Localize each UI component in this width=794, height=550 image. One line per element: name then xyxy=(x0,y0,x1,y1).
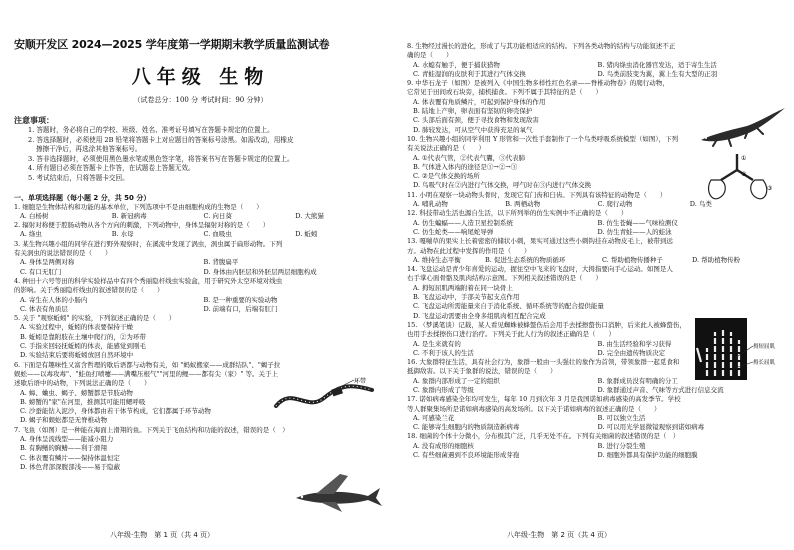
question-18: 18. 细菌的个体十分微小，分布极其广泛，几乎无处不在。下列有关细菌的叙述错误的是（ ） xyxy=(407,432,680,441)
question-8-options xyxy=(407,61,782,80)
question-15-cont: 也用手去揉擦伤口进行治疗。下列关于此人行为的叙述正确的是（ ） xyxy=(407,330,615,339)
question-2-options xyxy=(14,230,387,239)
option: A. ①代表气管，②代表气囊，③代表肺 xyxy=(413,153,526,162)
option: B. 蚯蚓是靠附肢在土壤中爬行的，②为环带 xyxy=(20,332,146,341)
exam-meta: （试卷总分：100 分 考试时间：90 分钟） xyxy=(133,96,268,104)
option: C. 象群内形成了等级 xyxy=(413,385,474,394)
question-17-cont: 等人群聚集场所是诺如病毒感染的高发场所。以下关于诺如病毒的叙述正确的是（ ） xyxy=(407,404,661,413)
question-17: 17. 诺如病毒感染全年均可发生，每年 10 月到次年 3 月是我国诺如病毒感染的高发季节。学校 xyxy=(407,395,681,404)
option: A. 水螅有触手，便于捕获猎物 xyxy=(413,60,500,69)
question-4-cont: 的影响。关于秀丽隐杆线虫的叙述错误的是（ ） xyxy=(14,286,164,295)
option: A. 实验过程中，蚯蚓的体表要保持干燥 xyxy=(20,323,133,332)
option: C. 体表覆有鳞片——保持体温恒定 xyxy=(20,453,120,462)
question-9-options xyxy=(407,98,677,135)
option: C. 沙蚕能钻入泥沙，身体都由若干体节构成，它们都属于环节动物 xyxy=(20,407,211,416)
option: A. 拇短屈肌两端附着在同一块骨上 xyxy=(413,283,513,292)
flying-fish-figure xyxy=(290,472,385,514)
option: C. ②是气体交换的场所 xyxy=(413,172,480,181)
question-1: 1. 细胞是生物体结构和功能的基本单位，下列选项中不是由细胞构成的生物是（ ） xyxy=(14,202,263,211)
option: C. 青蛙湿润的皮肤利于其进行气体交换 xyxy=(413,69,526,78)
option: D. 鸟类 xyxy=(689,200,712,209)
option: B. 进行分裂生殖 xyxy=(597,441,646,450)
question-6: 6. 下面是有趣味性又富含哲理的歇后语都与动物有关，如 "蚂蚁搬家——成群结队"、"蝎子拉 xyxy=(14,360,281,369)
option: C. 有些细菌遇到不良环境能形成芽孢 xyxy=(413,451,520,460)
option: A. 身体呈两侧对称 xyxy=(20,258,75,267)
option: A. 没有成形的细胞核 xyxy=(413,441,474,450)
question-9-cont: 它常见于田间或石块旁，捕机捕食。下列不属于其特征的是（ ） xyxy=(407,88,602,97)
svg-text:②: ② xyxy=(741,171,747,178)
option: D. 可以用光学显微镜观察到诺如病毒 xyxy=(597,423,705,432)
note-item: 5. 考试结束后，只将答题卡交回。 xyxy=(28,173,129,182)
option: A. 身体呈流线型——能减小阻力 xyxy=(20,434,114,443)
question-17-options xyxy=(407,414,782,433)
option: D. 细胞外都具有保护功能的细胞膜 xyxy=(597,451,698,460)
question-1-options xyxy=(14,212,387,221)
page-footer: 八年级·生物 第 1 页（共 4 页） xyxy=(110,531,215,539)
option: C. 有口无肛门 xyxy=(20,267,62,276)
option: B. 两栖动物 xyxy=(505,200,541,209)
question-5: 5. 关于 "观察蚯蚓" 的实验，下列叙述正确的是（ ） xyxy=(14,314,176,323)
question-16: 16. 大象群特征生活，具有社会行为，象群一般由一头强壮的象作为首领，带领象群一起觅食和 xyxy=(407,358,680,367)
option: C. 仿生蛇类——响尾蛇导弹 xyxy=(413,227,494,236)
option: D. 完全由遗传物质决定 xyxy=(597,348,666,357)
lizard-figure xyxy=(697,104,789,150)
question-3-options xyxy=(14,258,387,277)
question-2: 2. 辐射对称便于腔肠动物从各个方向的刺激，下列动物中，身体呈辐射对称的是（ ） xyxy=(14,221,270,230)
earthworm-figure xyxy=(272,376,382,416)
question-10: 10. 生物兴趣小组的同学利用 Y 形管和一次性手套制作了一个鸟类呼吸系统模型（如图），下列 xyxy=(407,134,679,143)
question-15: 15. （梦溪笔谈）记载，某人看见蜘蛛被蜂螫伤后会用手去揉擦螫伤口消肿，后来此人被蜂螫伤， xyxy=(407,320,686,329)
option: B. 水母 xyxy=(111,230,134,239)
question-7: 7. 飞鱼（如图）是一种能在海面上滑翔的鱼。下列关于飞鱼结构和功能的叙述，错误的是（ ） xyxy=(14,425,289,434)
hand-label-2: 拇长屈肌 xyxy=(753,360,776,366)
page-2 xyxy=(397,0,794,550)
respiratory-model-figure xyxy=(697,150,777,208)
option: D. 身体由内胚层和外胚层两层细胞构成 xyxy=(203,267,317,276)
option: A. 是生来就有的 xyxy=(413,339,461,348)
exam-title: 安顺开发区 2024—2025 学年度第一学期期末教学质量监测试卷 xyxy=(14,38,330,51)
option: B. 象群成员没有明确的分工 xyxy=(597,376,678,385)
note-item: 2. 答选择题时，必须使用 2B 铅笔将答题卡上对应题目的答案标号涂黑。如需改动，用橡皮 xyxy=(28,135,294,144)
option: D. 飞盘运动需要由全身多组肌肉相互配合完成 xyxy=(413,311,546,320)
hand-label-1: 拇短屈肌 xyxy=(753,344,776,350)
option: B. 气体进入体内的途径是①→②→③ xyxy=(413,162,518,171)
note-item: 1. 答题时，务必将自己的学校、班级、姓名、准考证号填写在答题卡规定的位置上。 xyxy=(28,126,274,134)
option: C. 血吸虫 xyxy=(203,230,232,239)
option: B. 螃蟹的"家"在河里，推测其可能用鳃呼吸 xyxy=(20,397,146,406)
notes-list xyxy=(14,126,387,184)
earthworm-label: 环带 xyxy=(354,378,367,385)
question-18-options xyxy=(407,442,782,461)
option: D. 肺较发达，可从空气中获得充足的氧气 xyxy=(413,125,533,134)
option: A. 哺乳动物 xyxy=(413,200,448,209)
option: C. 爬行动物 xyxy=(597,200,633,209)
page-footer: 八年级·生物 第 2 页（共 4 页） xyxy=(507,531,612,539)
question-10-options xyxy=(407,154,707,191)
option: A. 仿生蝙蝠——人造卫星控制系统 xyxy=(413,218,513,227)
option: B. 陆地上产卵，卵表面有坚韧的卵壳保护 xyxy=(413,107,533,116)
option: C. 能够寄生细胞内的物质制造新病毒 xyxy=(413,423,520,432)
question-13-cont: 方。动物在此过程中发挥的作用是（ ） xyxy=(407,246,531,255)
question-14-cont: 右手掌心面骨骼及肌肉结构示意图。下列相关叙述错误的是（ ） xyxy=(407,274,602,283)
question-13: 13. 嘎嘣草的果实上长着密密的储状小刺，果实可通过这些小刺钩挂在动物皮毛上，被带到远 xyxy=(407,237,673,246)
note-item: 擦擦干净后，再选涂其他答案标号。 xyxy=(36,145,142,154)
option: C. 向日葵 xyxy=(203,211,232,220)
option: B. 背腹扁平 xyxy=(203,258,239,267)
option: D. 象群通过声音、气味等方式进行信息交流 xyxy=(597,385,724,394)
option: B. 可以独立生活 xyxy=(597,413,646,422)
option: C. 体表有角质层 xyxy=(20,304,68,313)
option: D. 实验结束后要将蚯蚓放回自然环境中 xyxy=(20,351,134,360)
option: D. 前端有口，后端有肛门 xyxy=(203,304,278,313)
option: D. 大熊猫 xyxy=(295,211,324,220)
question-5-options xyxy=(14,323,269,360)
question-11: 11. 小明在观察一块动物头骨时，发现它有门齿和臼齿。下列具有该特征的动物是（ ） xyxy=(407,190,667,199)
option: B. 由生活经验和学习获得 xyxy=(597,339,672,348)
option: A. 维持生态平衡 xyxy=(413,255,461,264)
note-item: 4. 所有题目必须在答题卡上作答，在试题卷上答题无效。 xyxy=(28,164,195,173)
question-3: 3. 某生物兴趣小组的同学在进行野外观察时，在溪流中发现了涡虫，涡虫属于扁形动物。下列 xyxy=(14,239,283,248)
option: C. 帮助植物传播种子 xyxy=(601,255,663,264)
option: A. 寄生在人体的小肠内 xyxy=(20,295,88,304)
svg-text:①: ① xyxy=(741,155,747,162)
option: B. 仿生苍蝇——气味检测仪 xyxy=(597,218,678,227)
question-14-options xyxy=(407,284,707,321)
question-13-options xyxy=(407,256,782,265)
option: D. 仿生青蛙——人的蛙泳 xyxy=(597,227,672,236)
option: A. 绦虫 xyxy=(20,230,42,239)
question-10-cont: 有关说法正确的是（ ） xyxy=(407,144,485,153)
question-7-options xyxy=(14,435,274,472)
option: B. 飞盘运动中，手部关节起支点作用 xyxy=(413,293,520,302)
question-6-cont: 蜈蚣——以毒攻毒"、"蛙鱼打喷嚏——满嘴压根气""河里的鲤——都有尖（家）" 等。关于上 xyxy=(14,369,279,378)
option: B. 是一种重要的实验动物 xyxy=(203,295,278,304)
hand-bones-figure xyxy=(693,318,785,380)
question-4-options xyxy=(14,296,387,315)
option: B. 有胸鳍的胸鳍——利于滑翔 xyxy=(20,444,107,453)
option: A. 蟑、蛐虫、蝎子、螃蟹都是节肢动物 xyxy=(20,388,133,397)
option: D. 体色背部深腹部浅——易于隐蔽 xyxy=(20,462,121,471)
option: C. 手指来回轻抚蚯蚓的体表，能感觉到刚毛 xyxy=(20,342,146,351)
option: D. 帮助植物传粉 xyxy=(691,255,741,264)
question-8-cont: 确的是（ ） xyxy=(407,51,453,60)
option: A. 体表覆有角质鳞片，可起到保护身体的作用 xyxy=(413,97,546,106)
question-12-options xyxy=(407,219,782,238)
option: A. 可感染兰花 xyxy=(413,413,455,422)
option: A. 象群内部形成了一定的组织 xyxy=(413,376,500,385)
note-item: 3. 答非选择题时，必须使用黑色墨水笔或黑色签字笔，将答案书写在答题卡规定的位置上。 xyxy=(28,154,294,163)
question-14: 14. 飞盘运动是青少年喜爱的运动，握住空中飞来的飞盘时，大拇指要向手心运动。如图是人 xyxy=(407,265,673,274)
option: D. 蚯蚓 xyxy=(295,230,318,239)
question-6-cont: 述歇后语中的动物，下列说法正确的是（ ） xyxy=(14,379,151,388)
exam-subject: 八年级 生物 xyxy=(131,66,270,88)
section-title: 一、单项选择题（每小题 2 分，共 50 分） xyxy=(14,193,151,202)
option: B. 猪肉绦虫消化器官发达，适于寄生生活 xyxy=(597,60,717,69)
option: B. 促进生态系统的物质循环 xyxy=(485,255,566,264)
svg-text:③: ③ xyxy=(767,185,773,192)
option: C. 飞盘运动所需能量来自于消化系统、循环系统等的配合提供能量 xyxy=(413,302,604,311)
option: D. 鸟类前肢变为翼，翼上生有大型的正羽 xyxy=(597,69,718,78)
option: A. 白杨树 xyxy=(20,211,49,220)
option: C. 不利于该人的生活 xyxy=(413,348,474,357)
question-16-cont: 抵御敌害。以下关于象群的说法，错误的是（ ） xyxy=(407,367,557,376)
option: C. 头部后面有颈，便于寻找食物和发现敌害 xyxy=(413,116,539,125)
option: B. 新冠病毒 xyxy=(111,211,147,220)
question-9: 9. 中华石龙子（如图）是被列入《中国生物多样性红色名录——脊椎动物卷》的爬行动物， xyxy=(407,79,669,88)
option: D. 蝎子和蜈蚣都是无脊椎动物 xyxy=(20,416,108,425)
notes-heading: 注意事项： xyxy=(14,116,54,125)
question-4: 4. 种田十六号等田的科学实验样品中有四个秀丽隐杆线虫实验盒，用于研究外太空环境对线虫 xyxy=(14,276,283,285)
question-3-cont: 有关涡虫的说法错误的是（ ） xyxy=(14,249,112,258)
question-8: 8. 生物经过漫长的进化，形成了与其功能相适应的结构。下列各类动物的结构与功能叙述不正 xyxy=(407,42,676,50)
question-12: 12. 科技带动生活也源自生活，以下所列举的仿生实例中不正确的是（ ） xyxy=(407,209,628,218)
option: D. 鸟吸气时在②内进行气体交换，呼气时在③内进行气体交换 xyxy=(413,181,592,190)
